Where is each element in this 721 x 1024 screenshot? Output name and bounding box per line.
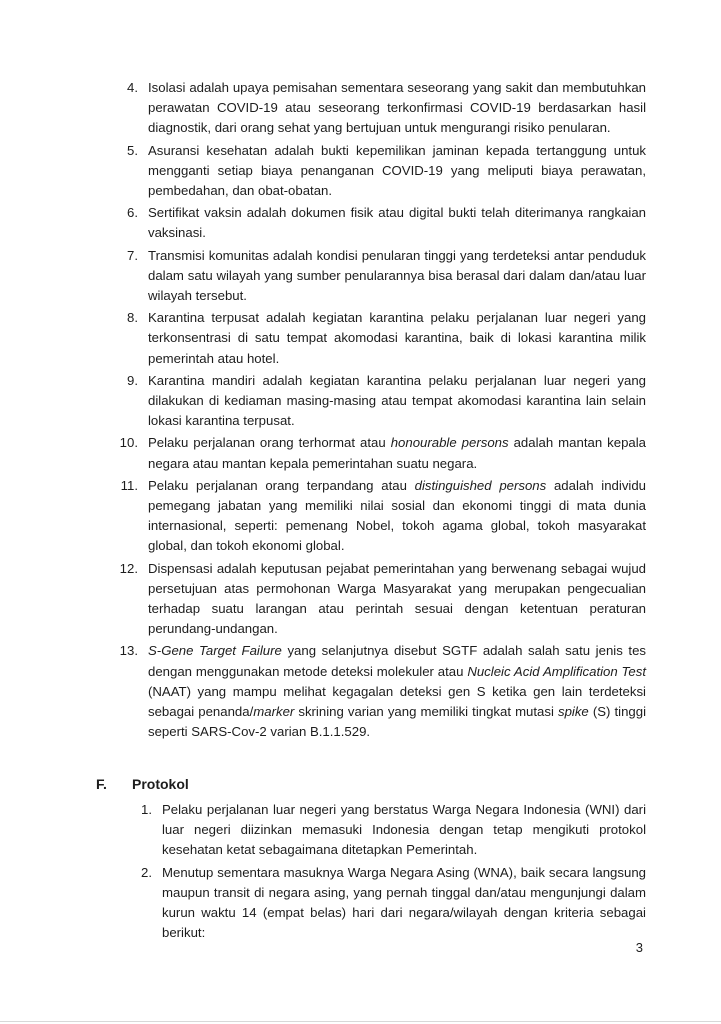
section-title: Protokol bbox=[132, 776, 189, 792]
definitions-list bbox=[110, 78, 646, 745]
protocol-text: Pelaku perjalanan luar negeri yang berstatus Warga Negara Indonesia (WNI) dari luar negeri diizinkan memasuki Indonesia dengan tetap mengikuti protokol kesehatan ketat sebagaimana ditetapkan Pemerintah. bbox=[162, 802, 646, 858]
definition-number: 11. bbox=[120, 477, 138, 493]
definition-item bbox=[110, 641, 646, 742]
text-run: (S) tinggi seperti SARS-Cov-2 varian B.1.1.529. bbox=[148, 704, 647, 740]
definition-text bbox=[148, 371, 646, 432]
definition-item bbox=[110, 371, 646, 432]
definition-text bbox=[148, 641, 646, 742]
text-run: Karantina mandiri adalah kegiatan karantina pelaku perjalanan luar negeri yang dilakukan di kediaman masing-masing atau tempat akomodasi karantina lain selain lokasi karantina terpusat. bbox=[148, 372, 646, 429]
definition-text bbox=[148, 141, 646, 202]
definition-text bbox=[148, 78, 646, 139]
section-letter: F. bbox=[96, 776, 107, 792]
definition-item bbox=[110, 308, 646, 369]
definition-item bbox=[110, 203, 646, 243]
italic-term: distinguished persons bbox=[414, 477, 547, 493]
text-run: adalah mantan kepala negara atau mantan kepala pemerintahan suatu negara. bbox=[148, 435, 647, 471]
section-heading bbox=[96, 776, 189, 792]
definition-text bbox=[148, 246, 646, 307]
protocol-item bbox=[130, 863, 646, 944]
italic-term: marker bbox=[253, 704, 295, 720]
definition-number: 5. bbox=[127, 142, 138, 158]
definition-number: 6. bbox=[127, 205, 138, 221]
definition-number: 7. bbox=[127, 247, 138, 263]
definition-item bbox=[110, 476, 646, 557]
text-run: Isolasi adalah upaya pemisahan sementara seseorang yang sakit dan membutuhkan perawatan COVID-19 atau seseorang terkonfirmasi COVID-19 berdasarkan hasil diagnostik, dari orang sehat yang bertujuan untuk mengurangi risiko penularan. bbox=[148, 80, 646, 136]
definition-item bbox=[110, 246, 646, 307]
text-run: Transmisi komunitas adalah kondisi penularan tinggi yang terdeteksi antar penduduk dalam satu wilayah yang sumber penularannya bisa berasal dari dalam dan/atau luar wilayah tersebut. bbox=[148, 247, 646, 304]
text-run: Asuransi kesehatan adalah bukti kepemilikan jaminan kepada tertanggung untuk mengganti setiap biaya penanganan COVID-19 yang meliputi biaya perawatan, pembedahan, dan obat-obatan. bbox=[148, 142, 646, 199]
text-run: Pelaku perjalanan orang terhormat atau bbox=[148, 435, 391, 451]
definition-number: 4. bbox=[127, 80, 138, 95]
page-bottom-rule bbox=[0, 1021, 721, 1022]
definition-item bbox=[110, 433, 646, 473]
protocol-number: 2. bbox=[141, 864, 152, 880]
definition-number: 8. bbox=[127, 310, 138, 326]
text-run: Sertifikat vaksin adalah dokumen fisik atau digital bukti telah diterimanya rangkaian vaksinasi. bbox=[148, 205, 646, 241]
definition-number: 12. bbox=[119, 560, 138, 576]
definition-number: 13. bbox=[119, 643, 138, 659]
protocol-list bbox=[130, 800, 646, 945]
definition-text bbox=[148, 203, 646, 243]
text-run: Dispensasi adalah keputusan pejabat pemerintahan yang berwenang sebagai wujud persetujuan atas permohonan Warga Masyarakat yang merupakan pengecualian terhadap suatu larangan atau perintah sesuai dengan ketentuan peraturan perundang-undangan. bbox=[148, 560, 646, 637]
definition-text bbox=[148, 308, 646, 369]
page-number: 3 bbox=[635, 940, 643, 955]
protocol-text: Menutup sementara masuknya Warga Negara Asing (WNA), baik secara langsung maupun transit di negara asing, yang pernah tinggal dan/atau mengunjungi dalam kurun waktu 14 (empat belas) hari dari negara/wilayah dengan kriteria sebagai berikut: bbox=[162, 864, 646, 941]
text-run: adalah individu pemegang jabatan yang memiliki nilai sosial dan ekonomi tinggi di mata dunia internasional, seperti: pemenang Nobel, tokoh agama global, tokoh masyarakat global, dan tokoh ekonomi global. bbox=[148, 477, 647, 554]
definition-number: 10. bbox=[119, 435, 138, 451]
definition-item bbox=[110, 141, 646, 202]
definition-text bbox=[148, 433, 646, 473]
protocol-item bbox=[130, 800, 646, 861]
text-run: skrining varian yang memiliki tingkat mutasi bbox=[294, 704, 558, 720]
italic-term: Nucleic Acid Amplification Test bbox=[467, 663, 646, 679]
definition-number: 9. bbox=[127, 372, 138, 388]
protocol-number: 1. bbox=[141, 802, 152, 817]
text-run: Karantina terpusat adalah kegiatan karantina pelaku perjalanan luar negeri yang terkonsentrasi di satu tempat akomodasi karantina, baik di lokasi karantina milik pemerintah atau hotel. bbox=[148, 310, 646, 366]
text-run: (NAAT) yang mampu melihat kegagalan deteksi gen S ketika gen lain terdeteksi sebagai penanda/ bbox=[148, 683, 646, 720]
text-run: Pelaku perjalanan orang terpandang atau bbox=[148, 477, 415, 493]
definition-item bbox=[110, 78, 646, 139]
definition-text bbox=[148, 476, 646, 557]
italic-term: S-Gene Target Failure bbox=[148, 643, 282, 659]
italic-term: spike bbox=[557, 704, 589, 720]
text-run: yang selanjutnya disebut SGTF adalah salah satu jenis tes dengan menggunakan metode deteksi molekuler atau bbox=[148, 643, 646, 679]
definition-text bbox=[148, 559, 646, 640]
italic-term: honourable persons bbox=[390, 435, 509, 451]
definition-item bbox=[110, 559, 646, 640]
